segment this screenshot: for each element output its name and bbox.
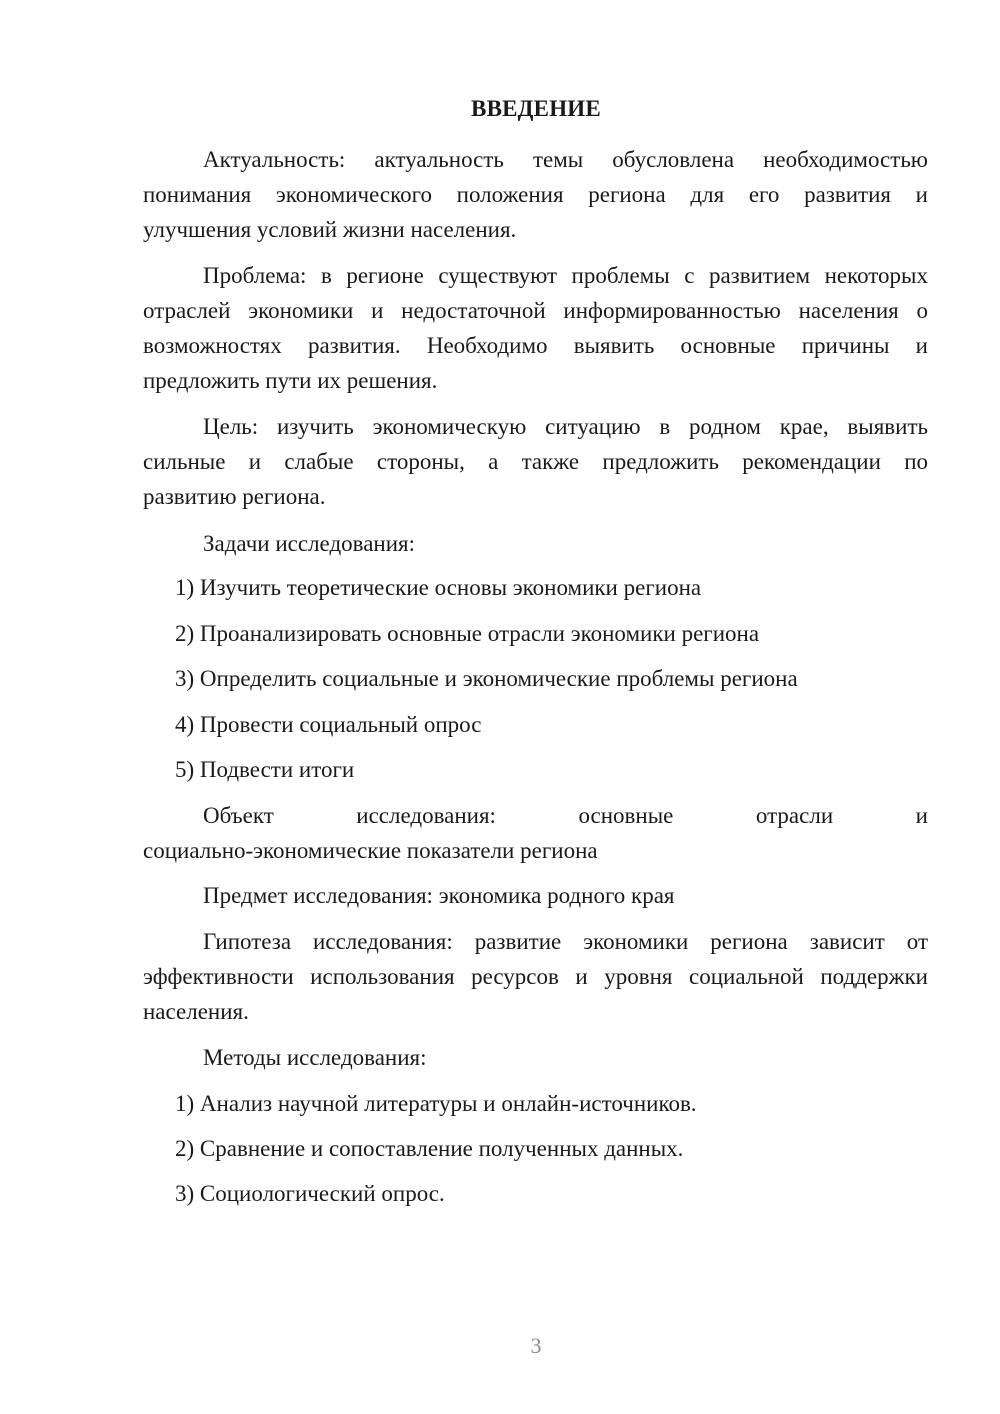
relevance-text-1: Актуальность: актуальность темы обусловлена необходимостью [203,147,928,172]
object-line-1 [203,798,928,833]
goal-line-3: развитию региона. [143,484,326,509]
hypothesis-text-1: Гипотеза исследования: развитие экономики региона зависит от [203,929,928,954]
subject-line: Предмет исследования: экономика родного края [203,883,675,908]
methods-heading: Методы исследования: [203,1045,427,1070]
object-word-5: и [915,803,928,828]
relevance-line-3: улучшения условий жизни населения. [143,217,517,242]
goal-text-1: Цель: изучить экономическую ситуацию в родном крае, выявить [203,414,928,439]
goal-line-1 [203,409,928,444]
object-line-2: социально-экономические показатели региона [143,838,598,863]
hypothesis-line-3: населения. [143,999,249,1024]
method-item-1: 1) Анализ научной литературы и онлайн-источников. [175,1091,697,1116]
problem-line-1 [203,258,928,293]
problem-line-3: возможностях развития. Необходимо выявить основные причины и [143,333,928,358]
task-item-3: 3) Определить социальные и экономические проблемы региона [175,666,798,691]
method-item-2: 2) Сравнение и сопоставление полученных данных. [175,1136,684,1161]
problem-text-1: Проблема: в регионе существуют проблемы с развитием некоторых [203,263,928,288]
page-number: 3 [530,1333,542,1358]
relevance-line-1 [203,142,928,177]
object-word-2: исследования: [356,803,496,828]
hypothesis-line-2: эффективности использования ресурсов и уровня социальной поддержки [143,964,928,989]
goal-line-2: сильные и слабые стороны, а также предложить рекомендации по [143,449,928,474]
tasks-heading: Задачи исследования: [203,531,416,556]
problem-line-2: отраслей экономики и недостаточной информированностью населения о [143,298,928,323]
method-item-3: 3) Социологический опрос. [175,1181,445,1206]
task-item-4: 4) Провести социальный опрос [175,712,482,737]
task-item-5: 5) Подвести итоги [175,757,355,782]
problem-line-4: предложить пути их решения. [143,368,438,393]
relevance-line-2: понимания экономического положения региона для его развития и [143,182,928,207]
page-title: ВВЕДЕНИЕ [471,96,601,121]
task-item-2: 2) Проанализировать основные отрасли экономики региона [175,621,760,646]
object-word-1: Объект [203,803,274,828]
task-item-1: 1) Изучить теоретические основы экономики региона [175,575,702,600]
hypothesis-line-1 [203,924,928,959]
object-word-4: отрасли [755,803,834,828]
object-word-3: основные [578,803,674,828]
